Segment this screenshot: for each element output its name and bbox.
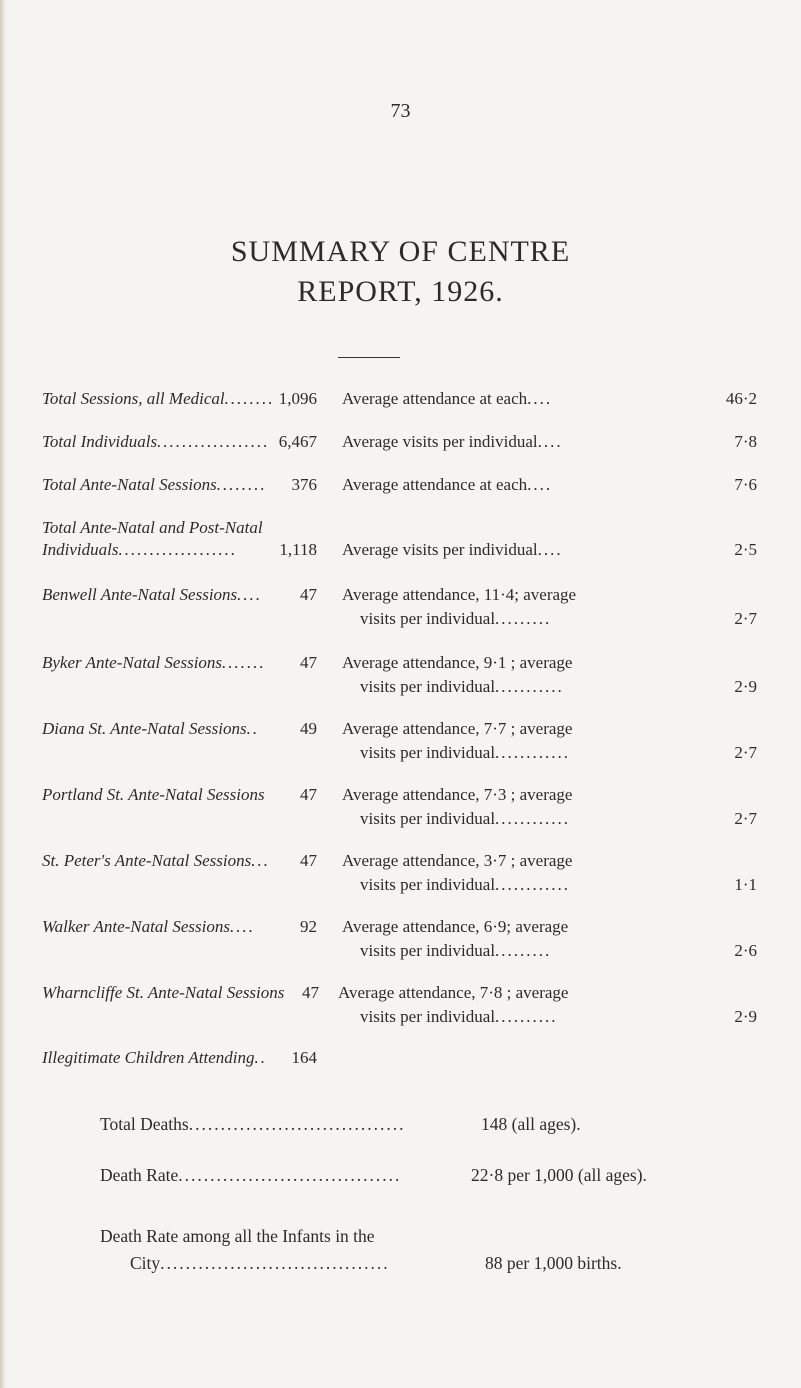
- row-desc-value: 1·1: [734, 875, 757, 894]
- row-value: 6,467: [278, 432, 317, 451]
- row-desc-value: 2·9: [734, 677, 757, 696]
- infant-rate-label: City....................................: [130, 1253, 390, 1273]
- row-desc: Average attendance at each....: [342, 475, 553, 494]
- title-line-1: SUMMARY OF CENTRE: [230, 235, 571, 268]
- row-label: Total Individuals..................: [42, 432, 270, 451]
- row-desc-value: 2·7: [734, 743, 757, 762]
- row-label: St. Peter's Ante-Natal Sessions...: [42, 851, 270, 870]
- row-value: 47: [300, 785, 317, 804]
- row-label: Total Sessions, all Medical........: [42, 389, 275, 408]
- page-edge-shadow: [0, 0, 6, 1388]
- row-desc-line1: Average attendance, 7·3 ; average: [342, 785, 573, 804]
- total-deaths-value: 148 (all ages).: [481, 1114, 581, 1134]
- title-divider: [338, 357, 400, 358]
- row-label: Byker Ante-Natal Sessions.......: [42, 653, 266, 672]
- row-desc-value: 2·6: [734, 941, 757, 960]
- total-deaths-label: Total Deaths..................................: [100, 1114, 406, 1134]
- title-line-2: REPORT, 1926.: [297, 275, 504, 308]
- row-label: Portland St. Ante-Natal Sessions: [42, 785, 265, 804]
- row-desc-line1: Average attendance, 9·1 ; average: [342, 653, 573, 672]
- infant-rate-line1: Death Rate among all the Infants in the: [100, 1226, 375, 1246]
- row-label: Illegitimate Children Attending..: [42, 1048, 267, 1067]
- row-value: 47: [300, 851, 317, 870]
- row-value: 1,118: [279, 540, 317, 559]
- row-label: Individuals...................: [42, 540, 238, 559]
- row-value: 47: [300, 653, 317, 672]
- row-desc-value: 7·6: [734, 475, 757, 494]
- row-value: 47: [300, 585, 317, 604]
- row-desc-line2: visits per individual.........: [360, 941, 552, 960]
- row-desc-line2: visits per individual..........: [360, 1007, 558, 1026]
- row-desc-value: 2·5: [734, 540, 757, 559]
- row-desc-line1: Average attendance, 6·9; average: [342, 917, 569, 936]
- row-desc-value: 2·7: [734, 809, 757, 828]
- row-desc-value: 46·2: [725, 389, 757, 408]
- row-desc-line2: visits per individual............: [360, 809, 571, 828]
- row-desc-line1: Average attendance, 11·4; average: [342, 585, 577, 604]
- row-label: Wharncliffe St. Ante-Natal Sessions: [42, 983, 285, 1002]
- row-desc-line1: Average attendance, 3·7 ; average: [342, 851, 573, 870]
- row-desc: Average attendance at each....: [342, 389, 553, 408]
- death-rate-value: 22·8 per 1,000 (all ages).: [471, 1165, 647, 1185]
- page-number: 73: [390, 100, 411, 122]
- row-desc-line1: Average attendance, 7·7 ; average: [342, 719, 573, 738]
- row-desc-line2: visits per individual............: [360, 875, 571, 894]
- row-value: 164: [291, 1048, 317, 1067]
- row-desc-value: 2·9: [734, 1007, 757, 1026]
- row-desc-value: 7·8: [734, 432, 757, 451]
- row-value: 47: [302, 983, 319, 1002]
- row-label: Walker Ante-Natal Sessions....: [42, 917, 255, 936]
- row-label: Benwell Ante-Natal Sessions....: [42, 585, 263, 604]
- row-value: 376: [291, 475, 317, 494]
- row-desc-value: 2·7: [734, 609, 757, 628]
- row-label-line1: Total Ante-Natal and Post-Natal: [42, 518, 263, 537]
- row-value: 92: [300, 917, 317, 936]
- row-label: Total Ante-Natal Sessions........: [42, 475, 267, 494]
- death-rate-label: Death Rate...................................: [100, 1165, 402, 1185]
- row-value: 49: [300, 719, 317, 738]
- row-desc: Average visits per individual....: [342, 432, 563, 451]
- row-value: 1,096: [278, 389, 317, 408]
- row-desc: Average visits per individual....: [342, 540, 563, 559]
- infant-rate-value: 88 per 1,000 births.: [485, 1253, 622, 1273]
- row-desc-line2: visits per individual.........: [360, 609, 552, 628]
- row-desc-line2: visits per individual............: [360, 743, 571, 762]
- row-label: Diana St. Ante-Natal Sessions..: [42, 719, 260, 738]
- row-desc-line1: Average attendance, 7·8 ; average: [338, 983, 569, 1002]
- row-desc-line2: visits per individual...........: [360, 677, 564, 696]
